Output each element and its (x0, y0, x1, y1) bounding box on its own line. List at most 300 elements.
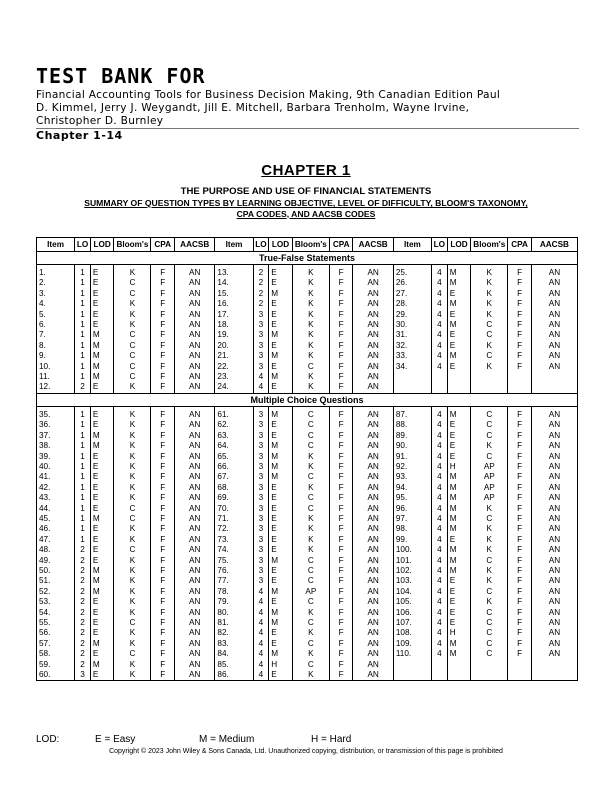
table-cell: F (151, 330, 175, 340)
table-row (37, 351, 578, 361)
table-cell: 45. (37, 514, 75, 524)
table-cell: M (447, 351, 471, 361)
table-cell: M (447, 514, 471, 524)
table-cell: F (508, 493, 532, 503)
lod-easy: E = Easy (95, 734, 136, 745)
table-cell: M (447, 566, 471, 576)
table-cell: AN (175, 639, 215, 649)
table-cell: 1 (75, 462, 91, 472)
column-header: LO (75, 238, 91, 252)
subtitle-line: Financial Accounting Tools for Business Decision Making, 9th Canadian Edition Paul (36, 89, 501, 101)
table-cell: 25. (393, 265, 431, 279)
table-cell: F (508, 649, 532, 659)
table-cell: E (447, 431, 471, 441)
table-cell: F (508, 514, 532, 524)
table-cell (471, 382, 508, 393)
table-cell: AN (353, 310, 393, 320)
table-cell: 2 (75, 628, 91, 638)
table-cell: 4 (432, 420, 448, 430)
table-cell: 1 (75, 441, 91, 451)
table-cell: AN (175, 545, 215, 555)
table-cell: F (508, 576, 532, 586)
table-cell: 38. (37, 441, 75, 451)
table-cell: F (508, 341, 532, 351)
table-cell: K (292, 320, 329, 330)
table-cell: 44. (37, 504, 75, 514)
table-cell: AN (175, 382, 215, 393)
table-cell: K (292, 545, 329, 555)
table-cell: M (90, 351, 114, 361)
table-cell: AN (531, 265, 577, 279)
table-cell: 61. (215, 406, 253, 420)
table-cell: AN (175, 670, 215, 681)
table-cell: AN (531, 351, 577, 361)
table-cell: 51. (37, 576, 75, 586)
table-cell: M (447, 406, 471, 420)
table-cell: 18. (215, 320, 253, 330)
column-header: Item (393, 238, 431, 252)
table-cell: E (90, 649, 114, 659)
table-cell: F (329, 576, 353, 586)
table-cell: F (151, 310, 175, 320)
table-cell: AN (531, 556, 577, 566)
table-cell: K (114, 493, 151, 503)
table-cell: E (269, 504, 293, 514)
table-cell: 2 (75, 382, 91, 393)
table-cell: 4 (432, 299, 448, 309)
table-cell: 2 (75, 618, 91, 628)
table-cell: E (90, 420, 114, 430)
table-cell: E (269, 576, 293, 586)
table-cell: M (269, 462, 293, 472)
table-cell: 1 (75, 362, 91, 372)
table-cell: F (151, 649, 175, 659)
table-cell: 101. (393, 556, 431, 566)
table-cell: 54. (37, 608, 75, 618)
table-cell: E (90, 535, 114, 545)
table-cell: F (508, 452, 532, 462)
table-cell: M (269, 587, 293, 597)
table-cell (447, 382, 471, 393)
table-cell: 57. (37, 639, 75, 649)
table-row (37, 462, 578, 472)
table-cell: 2 (253, 278, 269, 288)
table-cell: M (90, 514, 114, 524)
document-header (36, 65, 581, 142)
table-cell: 4 (432, 587, 448, 597)
table-cell: K (292, 341, 329, 351)
table-cell: 67. (215, 472, 253, 482)
table-cell: F (508, 618, 532, 628)
table-cell: F (151, 382, 175, 393)
table-cell: K (292, 289, 329, 299)
summary-line: CPA CODES, AND AACSB CODES (236, 208, 376, 219)
table-cell: 4 (432, 514, 448, 524)
table-cell: 1 (75, 406, 91, 420)
table-cell: M (447, 493, 471, 503)
table-cell: F (329, 330, 353, 340)
table-cell: 3 (253, 514, 269, 524)
table-cell: K (114, 420, 151, 430)
table-cell: K (114, 608, 151, 618)
table-cell: E (90, 310, 114, 320)
table-cell: F (329, 628, 353, 638)
table-cell: AN (531, 535, 577, 545)
table-cell: 4 (432, 472, 448, 482)
table-cell: E (269, 493, 293, 503)
table-cell: AN (531, 289, 577, 299)
table-cell: F (151, 556, 175, 566)
table-cell: F (508, 406, 532, 420)
table-cell: C (114, 372, 151, 382)
table-cell: E (90, 524, 114, 534)
table-row (37, 524, 578, 534)
table-cell: K (292, 382, 329, 393)
table-cell: 1 (75, 524, 91, 534)
table-cell: F (508, 351, 532, 361)
table-cell: K (471, 524, 508, 534)
table-row (37, 514, 578, 524)
table-cell: AN (175, 514, 215, 524)
table-cell: AN (531, 545, 577, 555)
table-cell: 3 (253, 524, 269, 534)
table-cell (432, 382, 448, 393)
table-cell: 4 (432, 330, 448, 340)
table-cell: E (269, 514, 293, 524)
table-cell: AN (353, 431, 393, 441)
table-cell: F (151, 462, 175, 472)
table-cell: 4 (253, 597, 269, 607)
table-cell: E (447, 452, 471, 462)
table-cell: AN (353, 639, 393, 649)
table-cell: 3 (253, 431, 269, 441)
table-cell: 3 (253, 493, 269, 503)
table-cell: AN (531, 462, 577, 472)
table-cell: F (329, 341, 353, 351)
table-cell: 42. (37, 483, 75, 493)
table-cell: 13. (215, 265, 253, 279)
table-cell: F (508, 289, 532, 299)
table-cell: M (90, 431, 114, 441)
table-cell: 49. (37, 556, 75, 566)
table-cell: 3 (253, 472, 269, 482)
table-cell: 46. (37, 524, 75, 534)
table-cell: AN (531, 431, 577, 441)
table-cell: F (151, 362, 175, 372)
table-cell: E (90, 265, 114, 279)
table-cell: C (114, 341, 151, 351)
table-cell: 4 (253, 618, 269, 628)
table-cell: C (292, 618, 329, 628)
table-cell: M (269, 406, 293, 420)
table-cell: K (292, 299, 329, 309)
table-cell: 4 (253, 382, 269, 393)
table-cell: F (329, 545, 353, 555)
table-cell: F (508, 504, 532, 514)
table-cell: 35. (37, 406, 75, 420)
table-cell: AN (531, 524, 577, 534)
summary-line: SUMMARY OF QUESTION TYPES BY LEARNING OBJECTIVE, LEVEL OF DIFFICULTY, BLOOM'S TAXONOMY, (84, 198, 528, 208)
table-cell: 4 (253, 660, 269, 670)
table-cell: 89. (393, 431, 431, 441)
table-cell: F (508, 524, 532, 534)
table-cell: 2 (75, 660, 91, 670)
table-cell: K (292, 535, 329, 545)
table-cell: AN (175, 493, 215, 503)
table-cell: F (151, 597, 175, 607)
table-cell: 16. (215, 299, 253, 309)
table-cell: AN (353, 545, 393, 555)
table-cell: F (508, 639, 532, 649)
table-cell: E (447, 535, 471, 545)
table-cell: C (292, 556, 329, 566)
table-row (37, 341, 578, 351)
table-cell: 1 (75, 472, 91, 482)
table-cell: 77. (215, 576, 253, 586)
table-cell: E (269, 420, 293, 430)
table-cell: F (329, 462, 353, 472)
table-cell: AN (175, 472, 215, 482)
table-cell: F (329, 362, 353, 372)
table-cell: AN (353, 372, 393, 382)
table-cell: 106. (393, 608, 431, 618)
table-cell: E (269, 566, 293, 576)
column-header: CPA (151, 238, 175, 252)
table-row (37, 452, 578, 462)
table-cell: F (151, 278, 175, 288)
table-cell: K (114, 441, 151, 451)
table-cell (531, 670, 577, 681)
table-cell: 9. (37, 351, 75, 361)
test-bank-title: TEST BANK FOR (36, 64, 206, 88)
table-cell: 65. (215, 452, 253, 462)
table-cell: M (447, 639, 471, 649)
table-cell: F (329, 618, 353, 628)
table-cell: M (90, 441, 114, 451)
table-cell: C (114, 289, 151, 299)
table-cell: 4 (432, 493, 448, 503)
table-cell: AN (353, 299, 393, 309)
table-cell (531, 372, 577, 382)
table-cell: F (329, 639, 353, 649)
table-cell: AN (175, 628, 215, 638)
table-cell: M (269, 372, 293, 382)
table-cell: C (292, 639, 329, 649)
table-cell: 34. (393, 362, 431, 372)
table-cell: F (508, 535, 532, 545)
table-cell: 90. (393, 441, 431, 451)
table-cell: AN (531, 639, 577, 649)
table-cell: 3 (253, 535, 269, 545)
table-cell: 99. (393, 535, 431, 545)
table-cell: E (447, 587, 471, 597)
table-cell: F (329, 472, 353, 482)
table-cell: F (329, 299, 353, 309)
table-cell (471, 660, 508, 670)
table-cell: E (447, 608, 471, 618)
table-cell: 4 (432, 576, 448, 586)
table-cell: K (292, 265, 329, 279)
table-cell: AN (353, 566, 393, 576)
table-cell: F (151, 524, 175, 534)
table-cell: E (90, 382, 114, 393)
table-cell: F (508, 608, 532, 618)
table-row (37, 265, 578, 279)
table-cell: F (151, 372, 175, 382)
table-cell: 11. (37, 372, 75, 382)
table-row (37, 372, 578, 382)
table-cell: 91. (393, 452, 431, 462)
table-cell: 12. (37, 382, 75, 393)
table-cell: K (114, 320, 151, 330)
table-cell: 4 (432, 310, 448, 320)
table-cell: AN (353, 504, 393, 514)
table-cell: 36. (37, 420, 75, 430)
table-cell: 1 (75, 278, 91, 288)
table-cell (393, 670, 431, 681)
table-cell: AP (471, 483, 508, 493)
table-cell: AN (531, 452, 577, 462)
table-cell: F (508, 628, 532, 638)
table-cell: K (292, 351, 329, 361)
table-cell: 30. (393, 320, 431, 330)
table-cell: AN (175, 566, 215, 576)
table-cell: F (329, 587, 353, 597)
table-cell: AN (175, 618, 215, 628)
section-header-row (37, 393, 578, 406)
table-cell: 1 (75, 535, 91, 545)
table-cell: 4 (432, 535, 448, 545)
table-cell: 3 (253, 351, 269, 361)
table-cell: K (292, 372, 329, 382)
table-cell: AN (175, 556, 215, 566)
table-cell: M (447, 483, 471, 493)
table-cell: K (471, 545, 508, 555)
table-cell: C (114, 504, 151, 514)
table-cell: 110. (393, 649, 431, 659)
table-cell: F (508, 545, 532, 555)
table-cell: AN (353, 265, 393, 279)
column-header: LO (432, 238, 448, 252)
table-cell: F (151, 406, 175, 420)
table-cell: F (329, 351, 353, 361)
table-cell: E (90, 608, 114, 618)
table-cell: AN (353, 670, 393, 681)
table-cell: F (508, 310, 532, 320)
section-title: True-False Statements (37, 252, 578, 265)
table-cell: 3 (253, 310, 269, 320)
table-cell: AN (353, 493, 393, 503)
table-cell: 1 (75, 330, 91, 340)
table-cell: K (114, 299, 151, 309)
table-cell: AN (175, 278, 215, 288)
table-cell: C (114, 278, 151, 288)
table-cell: AN (531, 597, 577, 607)
table-cell: AN (531, 310, 577, 320)
table-cell (508, 660, 532, 670)
table-cell: AN (353, 483, 393, 493)
column-header: Item (215, 238, 253, 252)
table-cell: 24. (215, 382, 253, 393)
table-cell: F (151, 341, 175, 351)
table-cell: 1 (75, 431, 91, 441)
table-cell: K (471, 341, 508, 351)
table-cell: 3 (253, 406, 269, 420)
table-cell: F (508, 441, 532, 451)
table-cell: E (269, 628, 293, 638)
table-cell: E (269, 524, 293, 534)
table-cell: 1 (75, 372, 91, 382)
table-cell: 37. (37, 431, 75, 441)
table-cell: AN (175, 660, 215, 670)
table-cell (447, 670, 471, 681)
table-cell: 3 (253, 576, 269, 586)
table-cell: 4 (432, 351, 448, 361)
table-cell: 4 (432, 462, 448, 472)
table-cell: AN (531, 441, 577, 451)
table-cell: AN (353, 660, 393, 670)
table-cell: F (329, 524, 353, 534)
table-cell: K (114, 556, 151, 566)
table-cell: K (114, 576, 151, 586)
table-cell: 53. (37, 597, 75, 607)
column-header: CPA (329, 238, 353, 252)
table-cell: 4 (432, 649, 448, 659)
table-cell: 1 (75, 493, 91, 503)
table-cell: 1. (37, 265, 75, 279)
table-cell: 100. (393, 545, 431, 555)
table-cell: M (447, 278, 471, 288)
table-cell: 2 (75, 545, 91, 555)
table-cell (432, 660, 448, 670)
table-cell: 3 (253, 420, 269, 430)
table-cell: F (151, 504, 175, 514)
table-cell: AN (531, 420, 577, 430)
table-cell: F (329, 265, 353, 279)
table-cell: F (329, 608, 353, 618)
table-cell: 82. (215, 628, 253, 638)
table-cell: F (151, 420, 175, 430)
table-cell: K (114, 670, 151, 681)
table-cell: 74. (215, 545, 253, 555)
table-cell: 4 (432, 289, 448, 299)
table-cell: C (114, 362, 151, 372)
table-cell: E (90, 556, 114, 566)
table-cell: 32. (393, 341, 431, 351)
table-row (37, 299, 578, 309)
table-cell: AN (175, 289, 215, 299)
summary-heading (40, 198, 572, 219)
table-cell: AN (353, 278, 393, 288)
table-cell: K (292, 483, 329, 493)
table-cell: F (151, 587, 175, 597)
table-cell: E (90, 483, 114, 493)
table-cell: E (90, 320, 114, 330)
table-cell: 4. (37, 299, 75, 309)
table-cell: 81. (215, 618, 253, 628)
table-cell: F (508, 431, 532, 441)
table-cell: F (329, 420, 353, 430)
table-cell: 3 (253, 441, 269, 451)
table-cell: AN (531, 649, 577, 659)
table-cell: M (269, 472, 293, 482)
table-cell: F (508, 420, 532, 430)
table-cell: C (292, 566, 329, 576)
table-cell: AN (531, 566, 577, 576)
table-cell: AN (531, 514, 577, 524)
table-cell: C (114, 545, 151, 555)
table-cell: AN (531, 341, 577, 351)
